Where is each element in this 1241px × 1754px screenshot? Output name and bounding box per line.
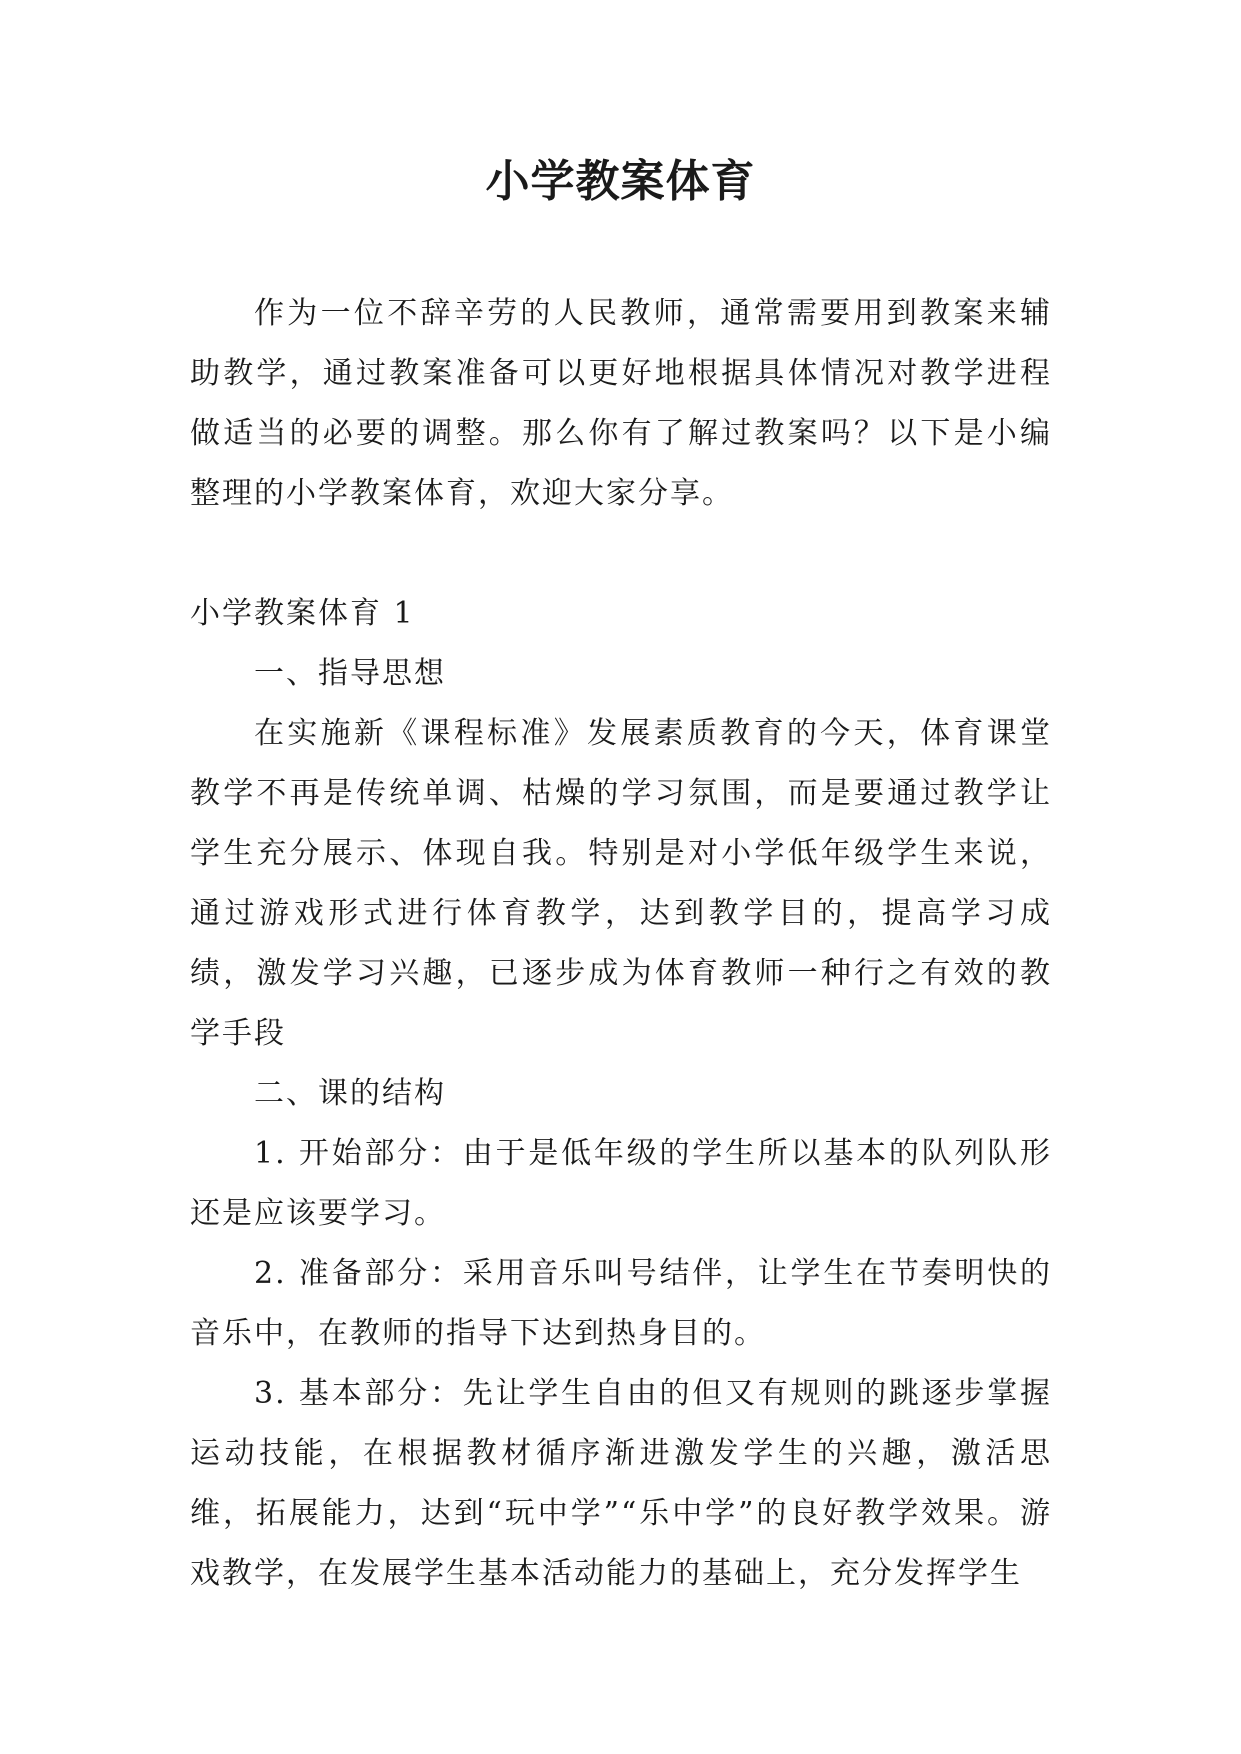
intro-paragraph: 作为一位不辞辛劳的人民教师，通常需要用到教案来辅助教学，通过教案准备可以更好地根据具体情况对教学进程做适当的必要的调整。那么你有了解过教案吗？以下是小编整理的小学教案体育，欢迎大家分享。: [190, 296, 1052, 511]
part-heading-lesson-structure: 二、课的结构: [254, 1076, 446, 1111]
structure-item-basic: 3. 基本部分：先让学生自由的但又有规则的跳逐步掌握运动技能，在根据教材循序渐进激发学生的兴趣，激活思维，拓展能力，达到“玩中学”“乐中学”的良好教学效果。游戏教学，在发展学生基本活动能力的基础上，充分发挥学生: [190, 1376, 1052, 1591]
section-heading: 小学教案体育 1: [190, 596, 415, 631]
guiding-idea-paragraph: 在实施新《课程标准》发展素质教育的今天，体育课堂教学不再是传统单调、枯燥的学习氛围，而是要通过教学让学生充分展示、体现自我。特别是对小学低年级学生来说，通过游戏形式进行体育教学，达到教学目的，提高学习成绩，激发学习兴趣，已逐步成为体育教师一种行之有效的教学手段: [190, 716, 1052, 1051]
structure-item-opening: 1. 开始部分：由于是低年级的学生所以基本的队列队形还是应该要学习。: [190, 1136, 1052, 1231]
structure-item-preparation: 2. 准备部分：采用音乐叫号结伴，让学生在节奏明快的音乐中，在教师的指导下达到热身目的。: [190, 1256, 1052, 1351]
document-body: [190, 284, 1052, 1604]
part-heading-guiding-idea: 一、指导思想: [254, 656, 446, 691]
document-title: 小学教案体育: [485, 156, 756, 207]
